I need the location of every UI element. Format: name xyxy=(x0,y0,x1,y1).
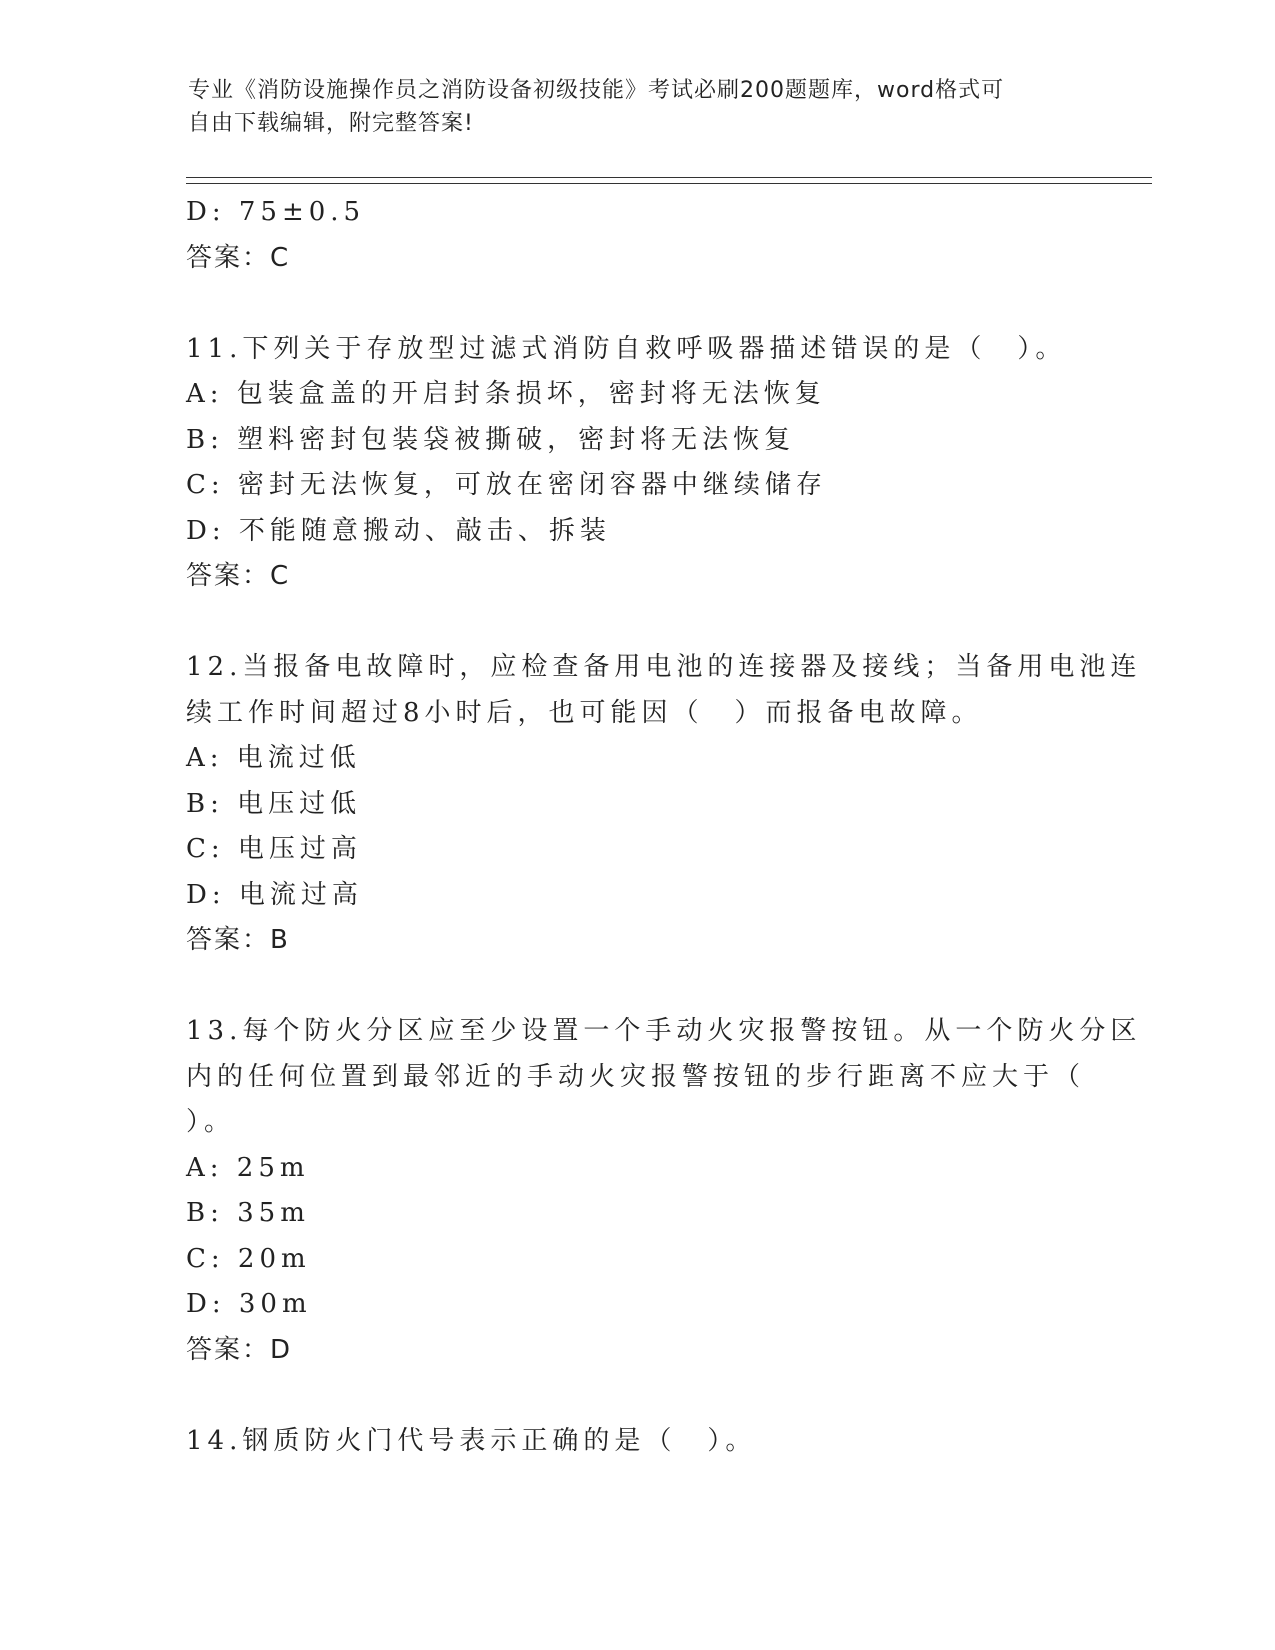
question-11-option-a: A: 包装盒盖的开启封条损坏，密封将无法恢复 xyxy=(186,379,826,409)
question-12-option-c: C: 电压过高 xyxy=(186,834,362,864)
question-14-stem: 14.钢质防火门代号表示正确的是（ ）。 xyxy=(186,1425,757,1456)
question-11-answer: 答案：C xyxy=(186,561,291,591)
question-12-stem-line-1: 12.当报备电故障时，应检查备用电池的连接器及接线；当备用电池连 xyxy=(186,652,1142,682)
question-11 xyxy=(186,327,1086,600)
question-13-stem-line-2: 内的任何位置到最邻近的手动火灾报警按钮的步行距离不应大于（ xyxy=(186,1061,1086,1092)
header-rule-bottom xyxy=(186,183,1152,184)
question-12-answer: 答案：B xyxy=(186,925,290,955)
question-13-option-c: C: 20m xyxy=(186,1243,311,1274)
question-11-option-d: D: 不能随意搬动、敲击、拆装 xyxy=(186,515,611,546)
question-13 xyxy=(186,1009,1142,1373)
question-content xyxy=(186,190,1142,1464)
question-12 xyxy=(186,645,1142,964)
prev-option-d: D: 75±0.5 xyxy=(186,197,366,227)
question-13-answer: 答案：D xyxy=(186,1334,293,1365)
question-12-stem-line-2: 续工作时间超过8小时后，也可能因（ ）而报备电故障。 xyxy=(186,697,983,728)
question-13-stem-line-1: 13.每个防火分区应至少设置一个手动火灾报警按钮。从一个防火分区 xyxy=(186,1016,1142,1046)
question-11-option-c: C: 密封无法恢复，可放在密闭容器中继续储存 xyxy=(186,470,827,500)
question-11-stem: 11.下列关于存放型过滤式消防自救呼吸器描述错误的是（ ）。 xyxy=(186,333,1067,364)
question-13-option-a: A: 25m xyxy=(186,1152,310,1183)
prev-answer: 答案：C xyxy=(186,242,291,273)
header-line-2: 自由下载编辑，附完整答案! xyxy=(188,111,474,136)
question-12-option-b: B: 电压过低 xyxy=(186,788,362,819)
spacer xyxy=(186,600,1086,646)
question-13-stem-line-3: ）。 xyxy=(186,1107,236,1137)
question-13-option-b: B: 35m xyxy=(186,1198,310,1228)
question-14 xyxy=(186,1419,1086,1465)
header-line-1: 专业《消防设施操作员之消防设备初级技能》考试必刷200题题库，word格式可 xyxy=(188,78,1005,103)
question-11-option-b: B: 塑料密封包装袋被撕破，密封将无法恢复 xyxy=(186,424,796,455)
page-header xyxy=(188,74,1068,140)
spacer xyxy=(186,964,1086,1010)
header-rule-top xyxy=(186,177,1152,178)
question-13-option-d: D: 30m xyxy=(186,1289,312,1319)
question-12-option-a: A: 电流过低 xyxy=(186,743,361,773)
spacer xyxy=(186,1373,1086,1419)
question-12-option-d: D: 电流过高 xyxy=(186,879,363,910)
spacer xyxy=(186,281,1086,327)
